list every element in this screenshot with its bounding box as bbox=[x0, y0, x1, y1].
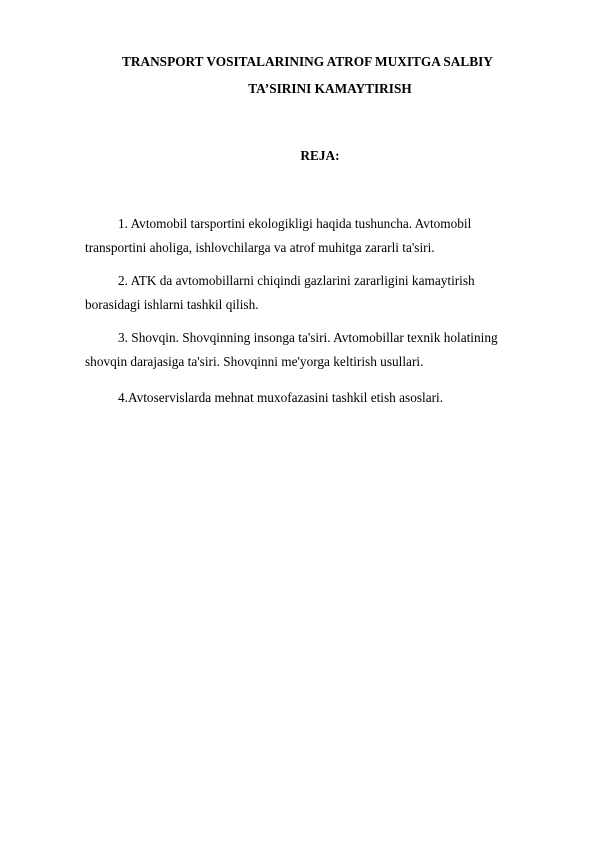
plan-item-3-line-2: shovqin darajasiga ta'siri. Shovqinni me'yorga keltirish usullari. bbox=[85, 354, 424, 369]
plan-item-3 bbox=[85, 326, 525, 374]
plan-item-2 bbox=[85, 269, 525, 317]
title-line-1: TRANSPORT VOSITALARINING ATROF MUXITGA SALBIY bbox=[122, 54, 493, 69]
plan-item-2-line-1: 2. ATK da avtomobillarni chiqindi gazlarini zararligini kamaytirish bbox=[118, 273, 475, 288]
plan-item-2-line-2: borasidagi ishlarni tashkil qilish. bbox=[85, 297, 259, 312]
title-line-2: TA’SIRINI KAMAYTIRISH bbox=[248, 81, 412, 96]
plan-item-1-line-2: transportini aholiga, ishlovchilarga va atrof muhitga zararli ta'siri. bbox=[85, 240, 435, 255]
plan-item-4-line-1: 4.Avtoservislarda mehnat muxofazasini tashkil etish asoslari. bbox=[118, 390, 444, 405]
plan-heading: REJA: bbox=[300, 148, 340, 163]
plan-item-4 bbox=[85, 386, 525, 410]
plan-item-1-line-1: 1. Avtomobil tarsportini ekologikligi haqida tushuncha. Avtomobil bbox=[118, 216, 472, 231]
plan-item-3-line-1: 3. Shovqin. Shovqinning insonga ta'siri. Avtomobillar texnik holatining bbox=[118, 330, 498, 345]
plan-item-1 bbox=[85, 212, 525, 260]
